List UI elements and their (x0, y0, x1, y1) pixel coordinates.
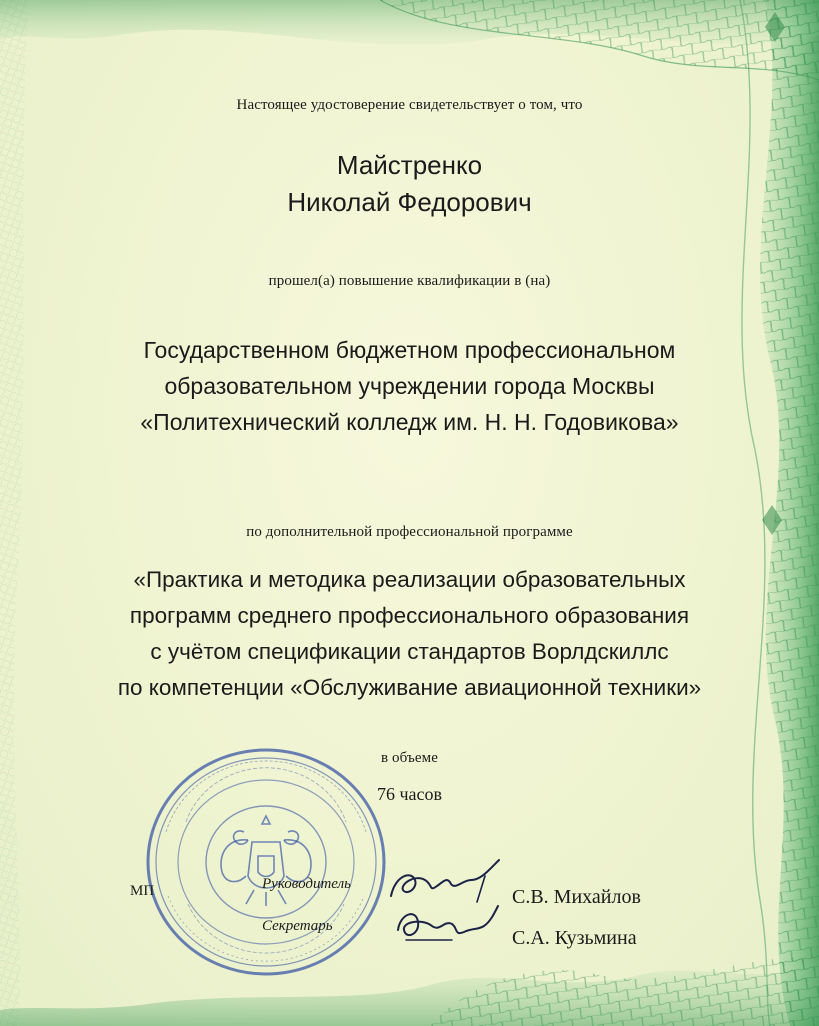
institution-line-1: Государственном бюджетном профессиональном (143, 337, 676, 363)
recipient-surname: Майстренко (336, 150, 483, 180)
recipient-given-names: Николай Федорович (287, 187, 532, 217)
institution-line-3: «Политехнический колледж им. Н. Н. Годовикова» (140, 409, 679, 435)
seal-abbreviation: МП (130, 883, 155, 899)
signatory-name-secretary: С.А. Кузьмина (512, 927, 637, 949)
hours-value: 76 часов (376, 784, 443, 804)
program-intro: по дополнительной профессиональной программе (246, 524, 573, 540)
completed-text: прошел(а) повышение квалификации в (на) (268, 273, 551, 289)
official-seal (136, 742, 396, 982)
volume-label: в объеме (381, 750, 438, 766)
program-line-1: «Практика и методика реализации образовательных (133, 567, 686, 592)
program-line-2: программ среднего профессионального образования (129, 603, 690, 628)
intro-text: Настоящее удостоверение свидетельствует о том, что (236, 97, 583, 113)
secretary-signature (392, 900, 502, 950)
signatory-name-director: С.В. Михайлов (512, 886, 641, 908)
program-line-4: по компетенции «Обслуживание авиационной техники» (117, 675, 702, 700)
program-line-3: с учётом спецификации стандартов Ворлдскиллс (150, 639, 669, 664)
signatory-role-secretary: Секретарь (262, 918, 333, 934)
institution-line-2: образовательном учреждении города Москвы (164, 373, 655, 399)
signatory-role-director: Руководитель (262, 876, 351, 892)
